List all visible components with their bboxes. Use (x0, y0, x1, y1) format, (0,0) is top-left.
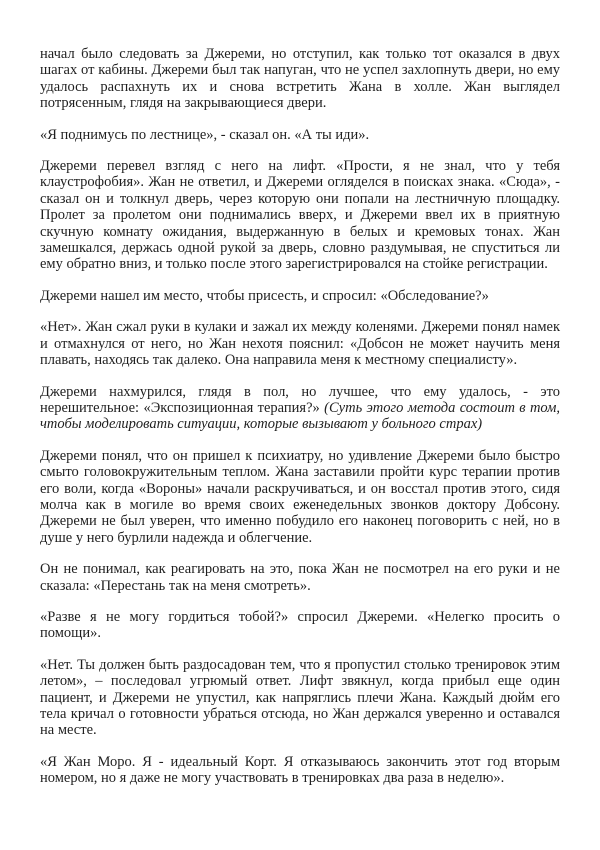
paragraph-text-segment: «Нет. Ты должен быть раздосадован тем, что я пропустил столько тренировок этим летом», – последовал угрюмый ответ. Лифт звякнул, когда прибыл еще один пациент, и Джереми не упустил, как напряглись плечи Жана. Каждый дюйм его тела кричал о готовности убраться отсюда, но Жан держался уверенно и оставался на месте. (40, 656, 560, 739)
paragraph-text-segment: Джереми нахмурился, глядя в пол, но лучшее, что ему удалось, - это нерешительное: «Экспозиционная терапия?» (40, 383, 560, 416)
paragraph-text-segment: «Я поднимусь по лестнице», - сказал он. «А ты иди». (40, 126, 370, 143)
paragraph (40, 609, 560, 642)
paragraph (40, 319, 560, 368)
paragraph (40, 46, 560, 112)
paragraph-text-segment: Джереми перевел взгляд с него на лифт. «Прости, я не знал, что у тебя клаустрофобия». Жан не ответил, и Джереми огляделся в поисках знака. «Сюда», - сказал он и толкнул дверь, через которую они попали на лестничную площадку. Пролет за пролетом они поднимались вверх, и Джереми ввел их в приятную скучную комнату ожидания, выдержанную в белых и кремовых тонах. Жан замешкался, держась одной рукой за дверь, словно раздумывая, не спуститься ли ему обратно вниз, и только после этого зарегистрировался на стойке регистрации. (40, 158, 560, 273)
paragraph (40, 561, 560, 594)
paragraph (40, 657, 560, 739)
paragraph-text-segment: Джереми нашел им место, чтобы присесть, и спросил: «Обследование?» (40, 287, 489, 304)
paragraph (40, 158, 560, 273)
paragraph-text-segment: «Разве я не могу гордиться тобой?» спросил Джереми. «Нелегко просить о помощи». (40, 608, 560, 642)
paragraph-italic-segment: (Суть этого метода состоит в том, чтобы моделировать ситуации, которые вызывают у больного страх) (40, 399, 560, 433)
paragraph-text-segment: начал было следовать за Джереми, но отступил, как только тот оказался в двух шагах от кабины. Джереми был так напуган, что не успел захлопнуть двери, но ему удалось распахнуть их и снова встретить Жана в холле. Жан выглядел потрясенным, глядя на закрывающиеся двери. (40, 46, 560, 112)
paragraph-text-segment: «Нет». Жан сжал руки в кулаки и зажал их между коленями. Джереми понял намек и отмахнулся от него, но Жан нехотя пояснил: «Добсон не может научить меня плавать, находясь так далеко. Она направила меня к местному специалисту». (40, 319, 560, 369)
paragraph (40, 288, 560, 304)
paragraph (40, 127, 560, 143)
paragraph-text-segment: «Я Жан Моро. Я - идеальный Корт. Я отказываюсь закончить этот год вторым номером, но я даже не могу участвовать в тренировках два раза в неделю». (40, 753, 560, 787)
paragraph (40, 754, 560, 787)
paragraph-text-segment: Джереми понял, что он пришел к психиатру, но удивление Джереми было быстро смыто головокружительным теплом. Жана заставили пройти курс терапии против его воли, когда «Вороны» начали раскручиваться, и он восстал против этого, сидя молча как в могиле во время своих еженедельных звонков доктору Добсону. Джереми не был уверен, что именно побудило его наконец поговорить с ней, но в душе у него бурлили надежда и облегчение. (40, 447, 560, 546)
paragraph (40, 448, 560, 546)
paragraph (40, 384, 560, 433)
paragraph-text-segment: Он не понимал, как реагировать на это, пока Жан не посмотрел на его руки и не сказала: «Перестань так на меня смотреть». (40, 561, 560, 594)
